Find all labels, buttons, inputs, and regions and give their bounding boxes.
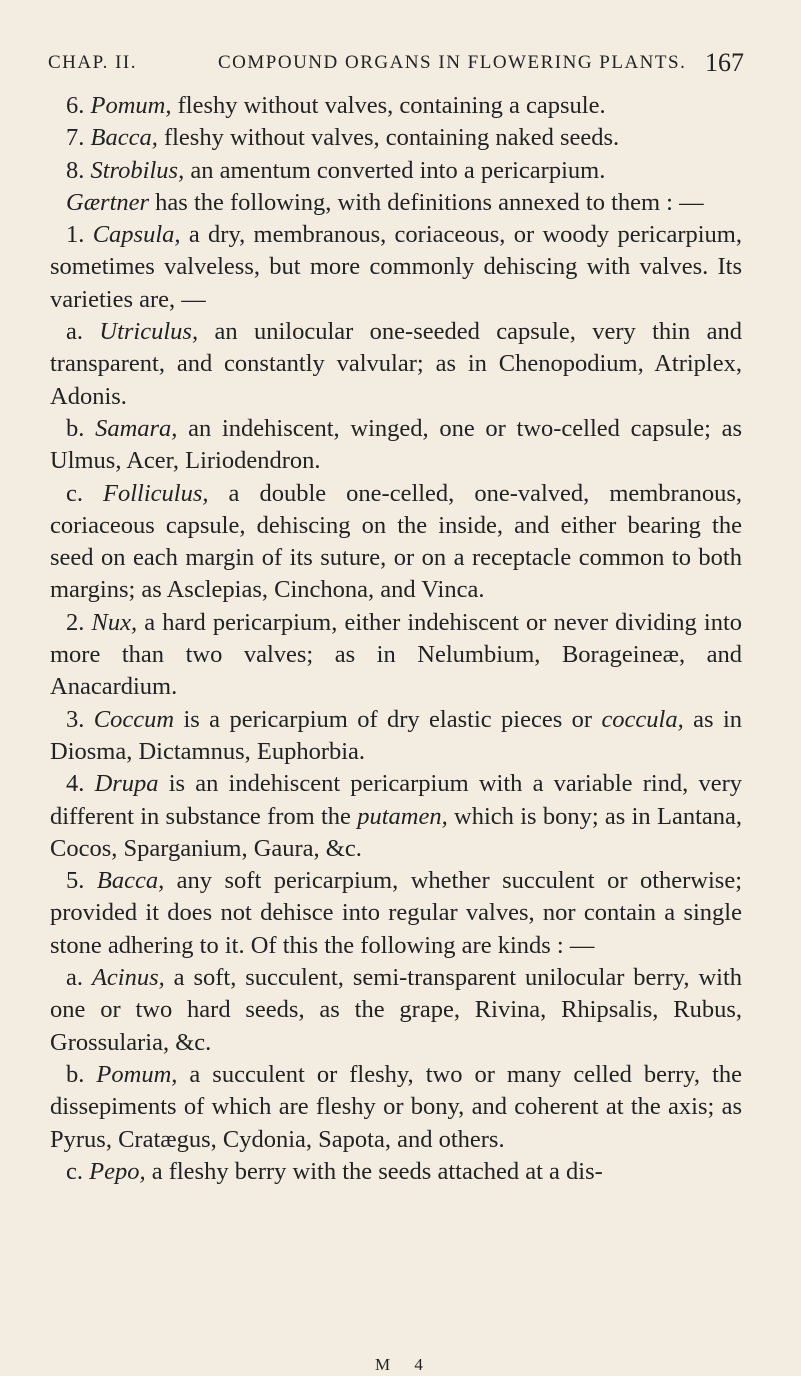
term: Utriculus, <box>99 318 199 346</box>
term: Pomum, <box>90 92 172 119</box>
paragraph <box>50 155 742 187</box>
term: Strobilus, <box>90 156 185 184</box>
paragraph <box>50 704 742 769</box>
paragraph <box>50 122 742 154</box>
definition-text: an amentum converted into a pericarpium. <box>184 156 606 184</box>
item-number: b. <box>66 1060 85 1088</box>
definition-text: as in Diosma, Dictamnus, Euphorbia. <box>50 705 742 765</box>
item-number: 8. <box>66 156 85 184</box>
signature-mark: M 4 <box>375 1355 433 1374</box>
term: Acinus, <box>91 964 165 992</box>
definition-text: a succulent or fleshy, two or many celled berry, the dissepiments of which are fleshy or bony, and coherent at the axis; as Pyrus, Cratægus, Cydonia, Sapota, and others. <box>50 1060 743 1153</box>
term: Bacca, <box>96 867 165 895</box>
definition-text: a hard pericarpium, either indehiscent or never dividing into more than two valves; as in Nelumbium, Borageineæ, and Anacardium. <box>50 608 743 701</box>
item-number: b. <box>66 414 85 442</box>
paragraph <box>50 1059 742 1156</box>
item-number: a. <box>66 318 83 346</box>
term: Samara, <box>95 414 178 442</box>
item-number: 2. <box>66 608 85 636</box>
paragraph <box>50 187 742 219</box>
item-number: 6. <box>66 92 85 119</box>
definition-text: an indehiscent, winged, one or two-celled capsule; as Ulmus, Acer, Liriodendron. <box>50 414 742 475</box>
definition-text: fleshy without valves, containing naked seeds. <box>157 124 620 152</box>
paragraph <box>50 768 742 865</box>
item-number: c. <box>66 479 83 507</box>
definition-text: has the following, with definitions annexed to them : — <box>149 188 704 216</box>
definition-text: an unilocular one-seeded capsule, very thin and transparent, and constantly valvular; as in Chenopodium, Atriplex, Adonis. <box>50 318 742 410</box>
definition-text: any soft pericarpium, whether succulent or otherwise; provided it does not dehisce into regular valves, nor contain a single stone adhering to it. Of this the following are kinds : — <box>50 867 743 959</box>
item-number: c. <box>66 1157 83 1185</box>
term: Coccum <box>93 705 175 733</box>
term: Nux, <box>91 608 138 636</box>
running-title: COMPOUND ORGANS IN FLOWERING PLANTS. <box>218 52 687 73</box>
definition-text: is a pericarpium of dry elastic pieces or <box>174 705 602 733</box>
page-number: 167 <box>705 48 744 77</box>
term: Capsula, <box>92 221 181 249</box>
paragraph <box>50 316 742 413</box>
definition-text: a double one-celled, one-valved, membranous, coriaceous capsule, dehiscing on the inside, and either bearing the seed on each margin of its suture, or on a receptacle common to both margins; as Asclepias, Cinchona, and Vinca. <box>50 479 743 604</box>
term: Bacca, <box>90 124 158 152</box>
item-number: a. <box>66 964 83 992</box>
term: Drupa <box>94 770 159 798</box>
paragraph <box>50 90 742 122</box>
chapter-label: CHAP. II. <box>48 52 137 73</box>
paragraph <box>50 219 742 316</box>
definition-text: a soft, succulent, semi-transparent unilocular berry, with one or two hard seeds, as the grape, Rivina, Rhipsalis, Rubus, Grossularia, &c. <box>50 964 743 1056</box>
item-number: 3. <box>66 705 85 733</box>
definition-text: fleshy without valves, containing a capsule. <box>171 92 606 119</box>
item-number: 1. <box>66 221 85 249</box>
definition-text: a fleshy berry with the seeds attached at a dis- <box>145 1157 603 1185</box>
item-number: 5. <box>66 867 85 895</box>
item-number: 4. <box>66 770 85 798</box>
definition-text: a dry, membranous, coriaceous, or woody pericarpium, sometimes valveless, but more commonly dehiscing with valves. Its varieties are, — <box>50 221 742 313</box>
term: Folliculus, <box>103 479 209 507</box>
term: Pepo, <box>89 1157 146 1185</box>
page-body <box>50 90 742 1188</box>
paragraph <box>50 413 742 478</box>
definition-text: which is bony; as in Lantana, Cocos, Sparganium, Gaura, &c. <box>50 802 742 862</box>
item-number: 7. <box>66 124 85 152</box>
definition-text: is an indehiscent pericarpium with a variable rind, very different in substance from the <box>50 770 743 830</box>
paragraph <box>50 1156 742 1188</box>
paragraph <box>50 962 742 1059</box>
term: Pomum, <box>96 1060 178 1088</box>
paragraph <box>50 478 742 607</box>
term: coccula, <box>601 705 684 733</box>
term: Gærtner <box>66 188 150 216</box>
term: putamen, <box>357 802 448 830</box>
paragraph <box>50 607 742 704</box>
paragraph <box>50 865 742 962</box>
